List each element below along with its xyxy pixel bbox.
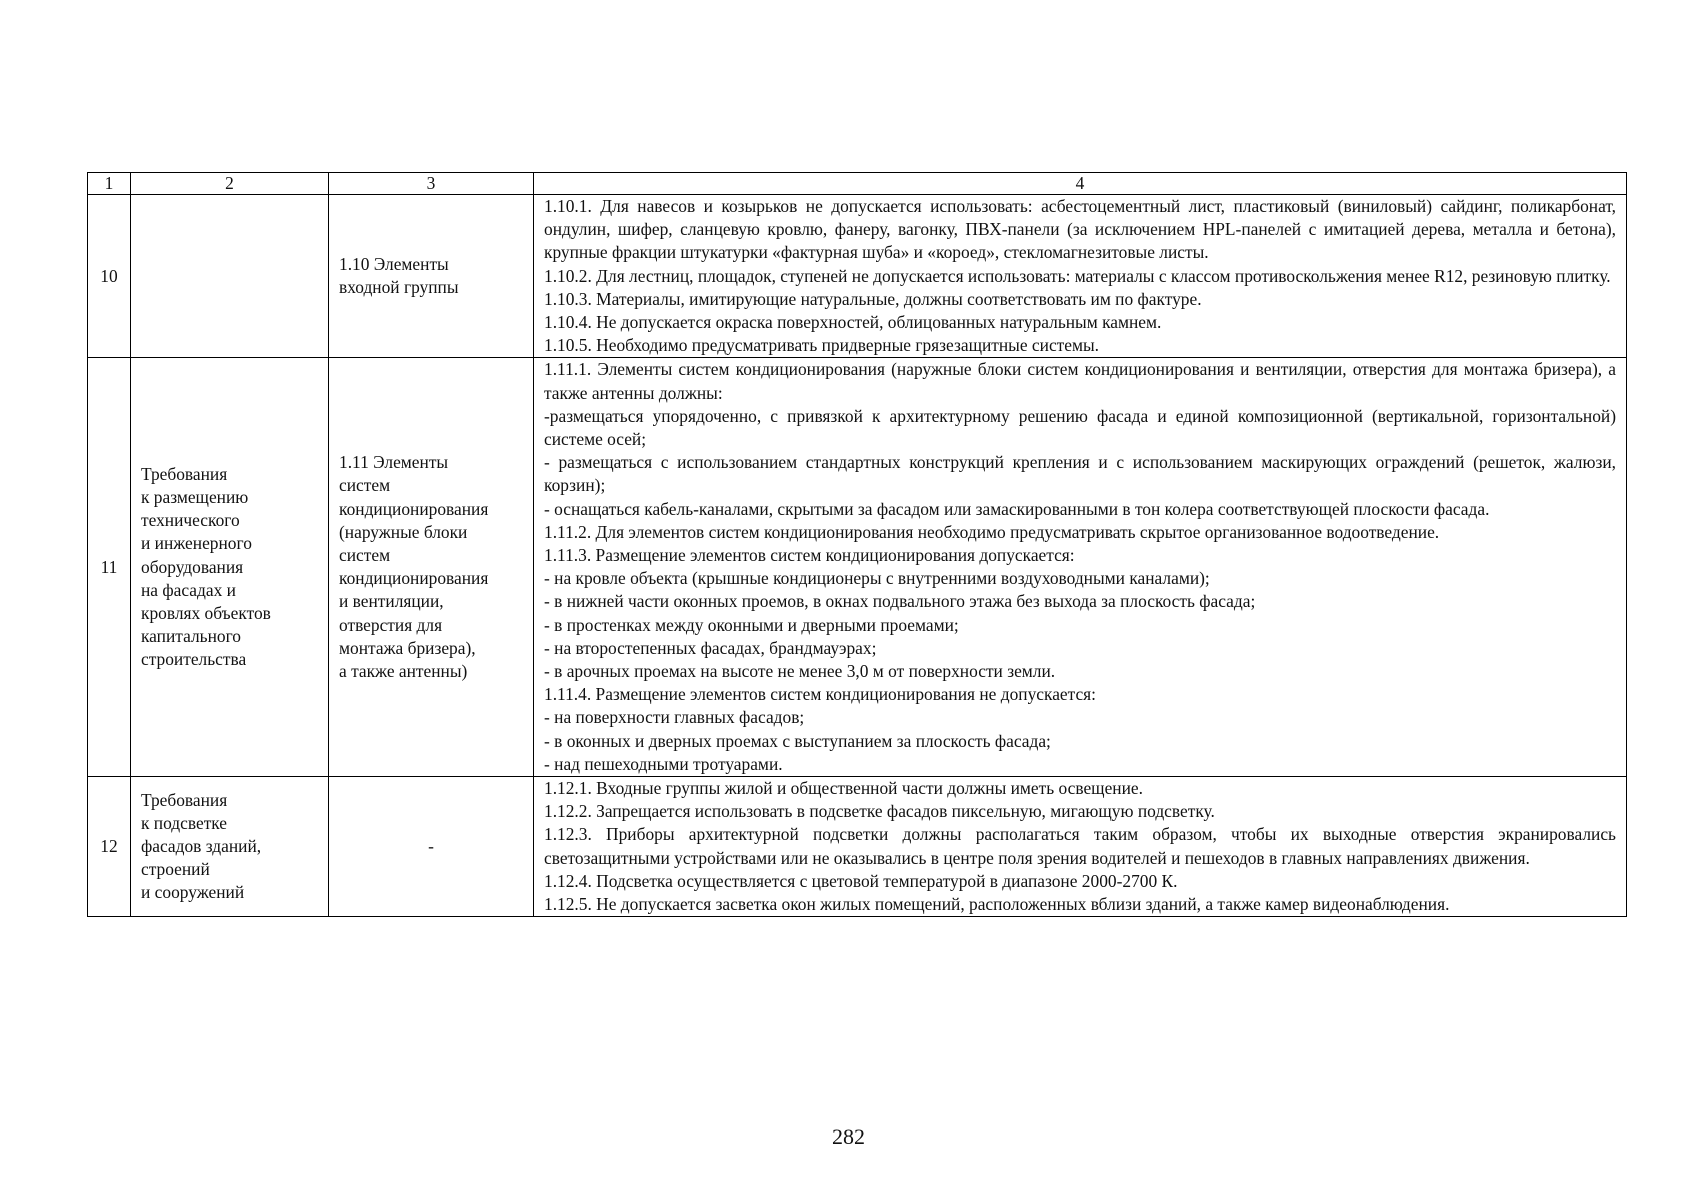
cell-line: систем <box>339 545 391 566</box>
element-cell <box>329 195 534 358</box>
requirement-cell <box>131 358 329 777</box>
table-row <box>88 195 1627 358</box>
page-number: 282 <box>832 1124 865 1149</box>
cell-line: - оснащаться кабель-каналами, скрытыми за фасадом или замаскированными в тон колера соответствующей плоскости фасада. <box>544 498 1490 519</box>
cell-line: - в оконных и дверных проемах с выступанием за плоскость фасада; <box>544 730 1051 751</box>
cell-line: - в нижней части оконных проемов, в окнах подвального этажа без выхода за плоскость фасада; <box>544 591 1256 612</box>
header-col-2: 2 <box>131 173 329 195</box>
cell-line: 1.11.4. Размещение элементов систем кондиционирования не допускается: <box>544 684 1096 705</box>
cell-line: отверстия для <box>339 614 443 635</box>
cell-line: входной группы <box>339 277 459 298</box>
cell-line: к подсветке <box>141 812 228 833</box>
cell-line: 1.10.2. Для лестниц, площадок, ступеней не допускается использовать: материалы с классом противоскольжения менее R12, резиновую плитку. <box>544 265 1611 286</box>
cell-line: - в простенках между оконными и дверными проемами; <box>544 614 959 635</box>
cell-line: - на второстепенных фасадах, брандмауэрах; <box>544 637 877 658</box>
cell-line: 1.11.1. Элементы систем кондиционирования (наружные блоки систем кондиционирования и вентиляции, отверстия для монтажа бризера), а также антенны должны: <box>544 359 1616 403</box>
content-cell <box>534 195 1627 358</box>
cell-line: кондиционирования <box>339 568 489 589</box>
cell-line: -размещаться упорядоченно, с привязкой к архитектурному решению фасада и единой композиционной (вертикальной, горизонтальной) системе осей; <box>544 405 1616 450</box>
row-number: 10 <box>88 195 131 358</box>
cell-line: а также антенны) <box>339 661 468 682</box>
requirement-cell <box>131 777 329 917</box>
cell-line: 1.12.4. Подсветка осуществляется с цветовой температурой в диапазоне 2000-2700 К. <box>544 870 1178 891</box>
row-number: 12 <box>88 777 131 917</box>
cell-line: 1.12.2. Запрещается использовать в подсветке фасадов пиксельную, мигающую подсветку. <box>544 801 1215 822</box>
cell-line: к размещению <box>141 487 249 508</box>
header-col-3: 3 <box>329 173 534 195</box>
cell-line: кровлях объектов <box>141 603 271 624</box>
content-cell <box>534 777 1627 917</box>
cell-line: 1.12.5. Не допускается засветка окон жилых помещений, расположенных вблизи зданий, а также камер видеонаблюдения. <box>544 894 1450 915</box>
cell-line: фасадов зданий, <box>141 836 262 857</box>
cell-line: Требования <box>141 463 228 484</box>
cell-line: капитального <box>141 626 241 647</box>
cell-line: 1.10.5. Необходимо предусматривать придверные грязезащитные системы. <box>544 335 1100 356</box>
table-row <box>88 358 1627 777</box>
cell-line: - размещаться с использованием стандартных конструкций крепления и с использованием маскирующих ограждений (решеток, жалюзи, корзин); <box>544 452 1616 496</box>
cell-line: и вентиляции, <box>339 591 444 612</box>
content-cell <box>534 358 1627 777</box>
cell-line: технического <box>141 510 240 531</box>
cell-line: 1.10.4. Не допускается окраска поверхностей, облицованных натуральным камнем. <box>544 312 1162 333</box>
header-col-1: 1 <box>88 173 131 195</box>
table-header-row <box>88 173 1627 195</box>
cell-line: 1.12.1. Входные группы жилой и общественной части должны иметь освещение. <box>544 778 1143 799</box>
cell-line: - на кровле объекта (крышные кондиционеры с внутренними воздуховодными каналами); <box>544 568 1210 589</box>
cell-line: 1.11 Элементы <box>339 452 449 473</box>
cell-line: - на поверхности главных фасадов; <box>544 707 805 728</box>
cell-line: 1.11.3. Размещение элементов систем кондиционирования допускается: <box>544 545 1075 566</box>
cell-line: 1.10.3. Материалы, имитирующие натуральные, должны соответствовать им по фактуре. <box>544 288 1202 309</box>
cell-line: Требования <box>141 789 228 810</box>
cell-line: строений <box>141 859 210 880</box>
cell-line: - в арочных проемах на высоте не менее 3,0 м от поверхности земли. <box>544 661 1056 682</box>
element-cell <box>329 358 534 777</box>
cell-line: - над пешеходными тротуарами. <box>544 753 783 774</box>
table-row <box>88 777 1627 917</box>
cell-line: на фасадах и <box>141 579 236 600</box>
cell-line: 1.10 Элементы <box>339 254 449 274</box>
cell-line: - <box>428 836 434 857</box>
cell-line: кондиционирования <box>339 498 489 519</box>
cell-line: строительства <box>141 649 247 670</box>
element-cell <box>329 777 534 917</box>
cell-line: 1.11.2. Для элементов систем кондиционирования необходимо предусматривать скрытое организованное водоотведение. <box>544 521 1440 542</box>
cell-line: и сооружений <box>141 882 245 903</box>
row-number: 11 <box>88 358 131 777</box>
requirement-cell <box>131 195 329 358</box>
cell-line: систем <box>339 475 391 496</box>
cell-line: 1.10.1. Для навесов и козырьков не допускается использовать: асбестоцементный лист, пластиковый (виниловый) сайдинг, поликарбонат, ондулин, шифер, сланцевую кровлю, фанеру, вагонку, ПВХ-панели (за исключением HPL-панелей с имитацией дерева, металла и бетона), крупные фракции штукатурки «фактурная шуба» и «короед», стекломагнезитовые листы. <box>544 196 1616 263</box>
cell-line: монтажа бризера), <box>339 637 476 658</box>
cell-line: оборудования <box>141 556 244 577</box>
cell-line: (наружные блоки <box>339 521 468 542</box>
requirements-table <box>87 172 1627 917</box>
header-col-4: 4 <box>534 173 1627 195</box>
cell-line: и инженерного <box>141 533 252 554</box>
cell-line: 1.12.3. Приборы архитектурной подсветки должны располагаться таким образом, чтобы их выходные отверстия экранировались светозащитными устройствами или не оказывались в центре поля зрения водителей и пешеходов в главных направлениях движения. <box>544 824 1616 868</box>
